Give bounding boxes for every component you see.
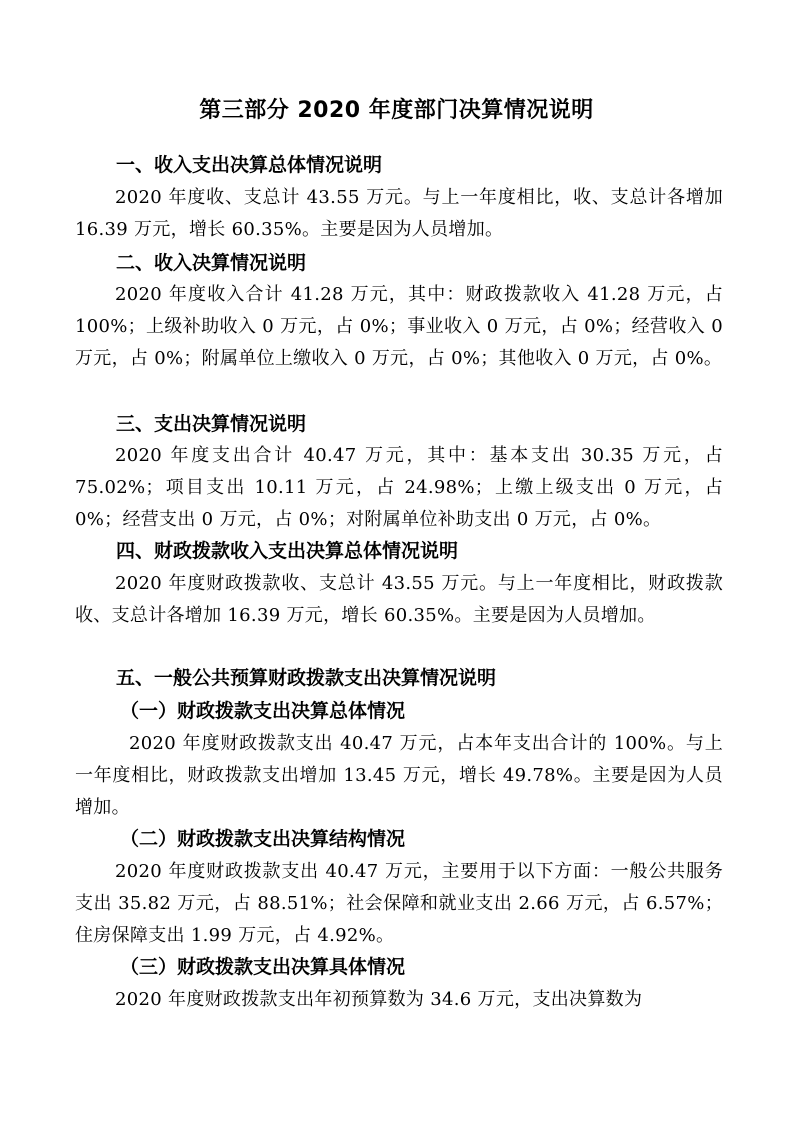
section-body-income: 2020 年度收入合计 41.28 万元，其中：财政拨款收入 41.28 万元，占 100%；上级补助收入 0 万元，占 0%；事业收入 0 万元，占 0%；经营收入 0 万元，占 0%；附属单位上缴收入 0 万元，占 0%；其他收入 0 万元，占 0%。 [75, 284, 723, 369]
section-heading-general-budget: 五、一般公共预算财政拨款支出决算情况说明 [116, 667, 497, 689]
subsection-body-details: 2020 年度财政拨款支出年初预算数为 34.6 万元，支出决算数为 [115, 989, 643, 1010]
section-heading-income-expense-overview: 一、收入支出决算总体情况说明 [116, 154, 383, 176]
section-body-income-expense-overview: 2020 年度收、支总计 43.55 万元。与上一年度相比，收、支总计各增加 16.39 万元，增长 60.35%。主要是因为人员增加。 [75, 187, 723, 240]
subsection-heading-structure: （二）财政拨款支出决算结构情况 [120, 828, 406, 850]
section-body-fiscal-overview: 2020 年度财政拨款收、支总计 43.55 万元。与上一年度相比，财政拨款收、支总计各增加 16.39 万元，增长 60.35%。主要是因为人员增加。 [75, 573, 723, 626]
subsection-heading-details: （三）财政拨款支出决算具体情况 [120, 956, 406, 978]
subsection-heading-overall: （一）财政拨款支出决算总体情况 [120, 700, 406, 722]
section-heading-income: 二、收入决算情况说明 [116, 252, 307, 274]
section-body-expense: 2020 年度支出合计 40.47 万元，其中：基本支出 30.35 万元，占 75.02%；项目支出 10.11 万元，占 24.98%；上缴上级支出 0 万元，占 0%；经营支出 0 万元，占 0%；对附属单位补助支出 0 万元，占 0%。 [75, 445, 723, 530]
section-heading-expense: 三、支出决算情况说明 [116, 413, 307, 435]
page-title: 第三部分 2020 年度部门决算情况说明 [199, 98, 594, 123]
section-heading-fiscal-overview: 四、财政拨款收入支出决算总体情况说明 [116, 540, 459, 562]
subsection-body-structure: 2020 年度财政拨款支出 40.47 万元，主要用于以下方面：一般公共服务支出 35.82 万元，占 88.51%；社会保障和就业支出 2.66 万元，占 6.57%；住房保障支出 1.99 万元，占 4.92%。 [75, 861, 723, 946]
subsection-body-overall: 2020 年度财政拨款支出 40.47 万元，占本年支出合计的 100%。与上一年度相比，财政拨款支出增加 13.45 万元，增长 49.78%。主要是因为人员增加。 [75, 733, 723, 818]
